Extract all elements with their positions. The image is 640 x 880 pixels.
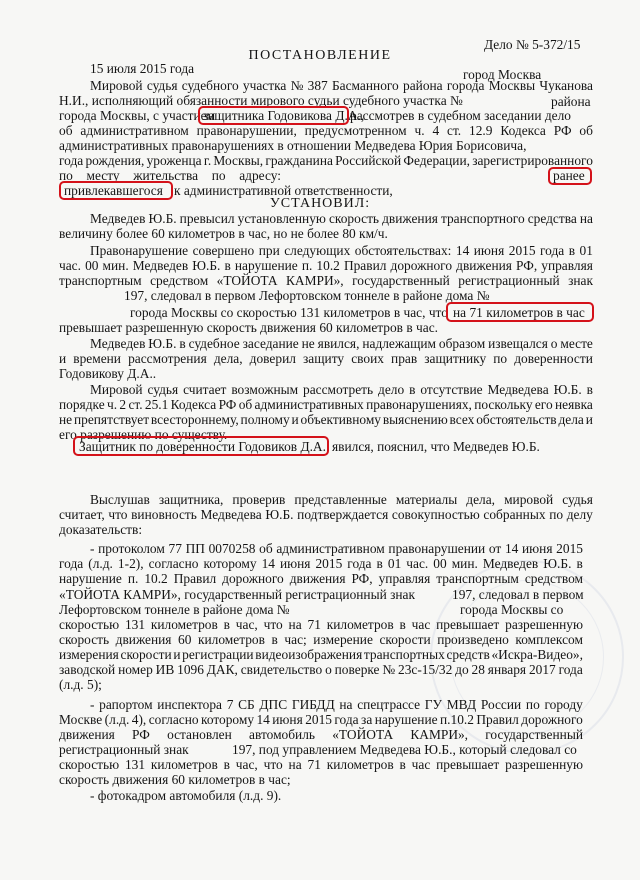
document-title: ПОСТАНОВЛЕНИЕ <box>248 48 392 63</box>
established-p3-line-3: Годовикову Д.А.. <box>59 366 157 381</box>
evidence-report-line-4a: регистрационный знак <box>59 742 189 757</box>
section-heading: УСТАНОВИЛ: <box>269 196 371 211</box>
evidence-protocol-line-8: измерения скорости и регистрации видеоизображения транспортных средств «Искра-Видео», <box>59 647 583 662</box>
established-p3-line-1: Медведев Ю.Б. в судебное заседание не явился, надлежащим образом извещался о месте <box>90 336 593 351</box>
intro-line-6: года рождения, уроженца г. Москвы, гражданина Российской Федерации, зарегистрированного <box>59 153 593 168</box>
evidence-photo-line: - фотокадром автомобиля (л.д. 9). <box>90 788 282 803</box>
established-p3-line-2: и времени рассмотрения дела, доверил защиту своих прав защитнику по доверенности <box>59 351 593 366</box>
evidence-report-line-4b: 197, под управлением Медведева Ю.Б., который следовал со <box>232 742 577 757</box>
established-p2-line-2: час. 00 мин. Медведев Ю.Б. в нарушение п. 10.2 Правил дорожного движения РФ, управляя <box>59 258 593 273</box>
established-p4-line-4: его разрешению по существу. <box>59 427 228 442</box>
established-p2-line-1: Правонарушение совершено при следующих обстоятельствах: 14 июня 2015 года в 01 <box>90 243 593 258</box>
evidence-report-line-6: скорость движения 60 километров в час; <box>59 772 291 787</box>
evidence-protocol-line-9: заводской номер ИВ 1096 ДАК, свидетельство о поверке № 23с-15/32 до 28 января 2017 года <box>59 662 583 677</box>
established-p2-line-6: превышает разрешенную скорость движения 60 километров в час. <box>59 320 438 335</box>
case-number: Дело № 5-372/15 <box>484 37 581 52</box>
established-p4-line-1: Мировой судья считает возможным рассмотреть дело в отсутствие Медведева Ю.Б. в <box>90 382 593 397</box>
evidence-protocol-line-3: нарушение п. 10.2 Правил дорожного движения РФ, управляя транспортным средством <box>59 571 583 586</box>
evidence-report-line-5: скоростью 131 километров в час, что на 71 километров в час превышает разрешенную <box>59 757 583 772</box>
evidence-protocol-line-1: - протоколом 77 ПП 0070258 об административном правонарушении от 14 июня 2015 <box>90 541 583 556</box>
established-p1-line-1: Медведев Ю.Б. превысил установленную скорость движения транспортного средства на <box>90 211 593 226</box>
established-p4-line-2: порядке ч. 2 ст. 25.1 Кодекса РФ об административных правонарушениях, поскольку его неявка <box>59 397 593 412</box>
intro-line-2a: Н.И., исполняющий обязанности мирового судьи судебного участка № <box>59 93 463 108</box>
established-p2-line-5a: города Москвы со скоростью 131 километров в час, что <box>130 305 448 320</box>
defender-attended-highlight-text: Защитник по доверенности Годовиков Д.А. <box>79 439 326 454</box>
intro-line-3a: города Москвы, с участием <box>59 108 216 123</box>
established-p2-line-4: 197, следовал в первом Лефортовском тоннеле в районе дома № <box>124 288 490 303</box>
evidence-protocol-line-5a: Лефортовском тоннеле в районе дома № <box>59 602 290 617</box>
evidence-report-line-2: Москве (л.д. 4), согласно которому 14 июня 2015 года за нарушение п.10.2 Правил дорожного <box>59 712 583 727</box>
evidence-protocol-line-4b: 197, следовал в первом <box>452 587 584 602</box>
established-p1-line-2: величину более 60 километров в час, но не более 80 км/ч. <box>59 226 388 241</box>
speed-excess-highlight-text: на 71 километров в час <box>453 305 585 320</box>
intro-line-7a: по месту жительства по адресу: <box>59 168 281 183</box>
evidence-protocol-line-4a: «ТОЙОТА КАМРИ», государственный регистрационный знак <box>59 587 416 602</box>
intro-line-2b: района <box>551 94 591 109</box>
evidence-intro-line-3: доказательств: <box>59 522 143 537</box>
established-p4-line-3: не препятствует всестороннему, полному и объективному выяснению всех обстоятельств дела и <box>59 412 593 427</box>
earlier-highlight-mark <box>548 167 592 185</box>
evidence-report-line-1: - рапортом инспектора 7 СБ ДПС ГИБДД на спецтрассе ГУ МВД России по городу <box>90 697 583 712</box>
intro-line-3b: рассмотрев в судебном заседании дело <box>350 108 571 123</box>
evidence-protocol-line-7: скорость движения 60 километров в час; измерение скорости произведено комплексом <box>59 632 583 647</box>
established-p5-rest: явился, пояснил, что Медведев Ю.Б. <box>332 439 540 454</box>
evidence-protocol-line-2: года (л.д. 1-2), согласно которому 14 июня 2015 года в 01 час. 00 мин. Медведев Ю.Б. в <box>59 556 583 571</box>
evidence-intro-line-1: Выслушав защитника, проверив представленные материалы дела, мировой судья <box>90 492 593 507</box>
defender-attended-highlight-mark <box>73 436 329 456</box>
intro-line-1: Мировой судья судебного участка № 387 Басманного района города Москвы Чуканова <box>90 78 593 93</box>
evidence-intro-line-2: считает, что виновность Медведева Ю.Б. подтверждается совокупностью собранных по делу <box>59 507 593 522</box>
evidence-protocol-line-6: скоростью 131 километров в час, что на 71 километров в час превышает разрешенную <box>59 617 583 632</box>
defender-highlight-text: защитника Годовикова Д.А., <box>203 108 365 123</box>
earlier-highlight-text: ранее <box>553 168 585 183</box>
prior-offense-highlight-text: привлекавшегося <box>64 183 163 198</box>
intro-line-4: об административном правонарушении, предусмотренном ч. 4 ст. 12.9 Кодекса РФ об <box>59 123 593 138</box>
document-city: город Москва <box>463 67 542 82</box>
document-date: 15 июля 2015 года <box>90 61 195 76</box>
evidence-protocol-line-5b: города Москвы со <box>460 602 564 617</box>
evidence-protocol-line-10: (л.д. 5); <box>59 677 102 692</box>
speed-excess-highlight-mark <box>446 302 594 322</box>
intro-line-8b: к административной ответственности, <box>174 183 393 198</box>
established-p2-line-3: транспортным средством «ТОЙОТА КАМРИ», государственный регистрационный знак <box>59 273 593 288</box>
intro-line-5: административных правонарушениях в отношении Медведева Юрия Борисовича, <box>59 138 527 153</box>
evidence-report-line-3: движения РФ остановлен автомобиль «ТОЙОТА КАМРИ», государственный <box>59 727 583 742</box>
